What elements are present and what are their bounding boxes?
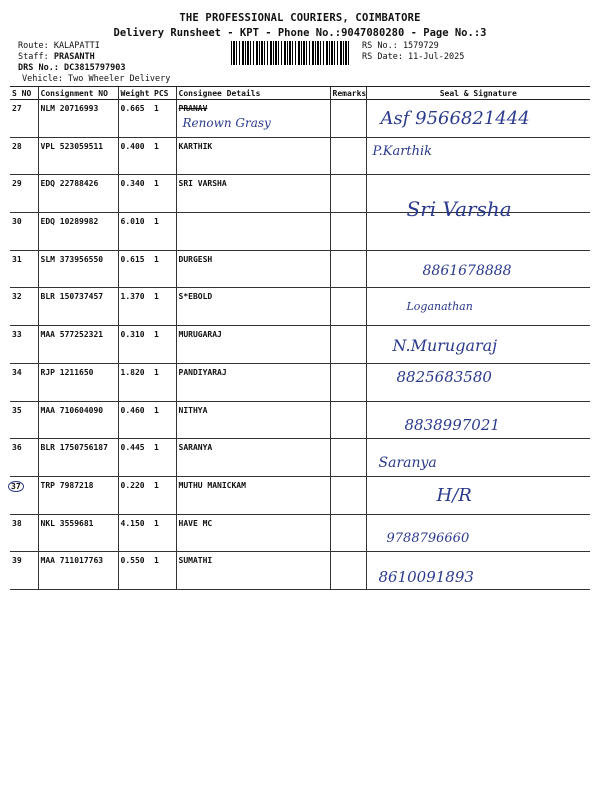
staff-label: Staff: [18, 52, 49, 62]
table-header-row [10, 87, 590, 100]
cell-pcs: 1 [152, 439, 176, 477]
cell-signature [366, 552, 590, 590]
cell-consignment: BLR 150737457 [38, 288, 118, 326]
table-row [10, 250, 590, 288]
rs-date: RS Date: 11-Jul-2025 [362, 52, 465, 62]
cell-weight: 4.150 [118, 514, 152, 552]
cell-pcs: 1 [152, 363, 176, 401]
cell-consignment: EDQ 10289982 [38, 213, 118, 251]
cell-signature [366, 401, 590, 439]
table-row [10, 288, 590, 326]
table-row [10, 137, 590, 175]
cell-consignee: HAVE MC [176, 514, 330, 552]
route-label: Route: KALAPATTI [18, 41, 100, 51]
rs-number: RS No.: 1579729 [362, 41, 439, 51]
col-pcs: PCS [152, 87, 176, 100]
consignee-name: PRANAV [178, 104, 208, 113]
cell-pcs: 1 [152, 326, 176, 364]
cell-consignee [176, 100, 330, 138]
signature: Saranya [378, 455, 437, 472]
signature: 8861678888 [422, 262, 512, 279]
cell-pcs: 1 [152, 137, 176, 175]
cell-sno: 27 [10, 100, 38, 138]
cell-sno: 30 [10, 213, 38, 251]
cell-sno: 32 [10, 288, 38, 326]
cell-pcs: 1 [152, 288, 176, 326]
col-remarks: Remarks [330, 87, 366, 100]
cell-weight: 0.550 [118, 552, 152, 590]
cell-consignee: S*EBOLD [176, 288, 330, 326]
col-sno: S NO [10, 87, 38, 100]
table-row [10, 175, 590, 213]
table-row [10, 100, 590, 138]
cell-signature [366, 363, 590, 401]
cell-weight: 0.340 [118, 175, 152, 213]
cell-sno: 29 [10, 175, 38, 213]
table-row [10, 363, 590, 401]
cell-weight: 0.460 [118, 401, 152, 439]
cell-remarks [330, 552, 366, 590]
table-row [10, 514, 590, 552]
cell-remarks [330, 326, 366, 364]
cell-consignment: VPL 523059511 [38, 137, 118, 175]
col-consignee: Consignee Details [176, 87, 330, 100]
cell-weight: 1.370 [118, 288, 152, 326]
cell-consignee: KARTHIK [176, 137, 330, 175]
signature: 8825683580 [396, 367, 492, 386]
cell-weight: 0.445 [118, 439, 152, 477]
cell-pcs: 1 [152, 250, 176, 288]
cell-remarks [330, 514, 366, 552]
runsheet-table [10, 86, 590, 590]
cell-remarks [330, 100, 366, 138]
table-row [10, 439, 590, 477]
runsheet-title: Delivery Runsheet - KPT - Phone No.:9047080280 - Page No.:3 [113, 27, 487, 39]
cell-sno: 38 [10, 514, 38, 552]
table-row [10, 552, 590, 590]
cell-remarks [330, 401, 366, 439]
cell-sno: 35 [10, 401, 38, 439]
cell-signature [366, 175, 590, 222]
cell-pcs: 1 [152, 476, 176, 514]
handwritten-note: Renown Grasy [182, 116, 271, 130]
cell-weight: 0.665 [118, 100, 152, 138]
signature: Asf 9566821444 [380, 108, 530, 129]
cell-consignee: DURGESH [176, 250, 330, 288]
cell-pcs: 1 [152, 213, 176, 251]
cell-consignee: SRI VARSHA [176, 175, 330, 213]
cell-consignment: EDQ 22788426 [38, 175, 118, 213]
signature: Loganathan [406, 300, 473, 314]
cell-weight: 1.820 [118, 363, 152, 401]
cell-signature [366, 137, 590, 175]
cell-remarks [330, 439, 366, 477]
cell-remarks [330, 175, 366, 213]
col-signature: Seal & Signature [366, 87, 590, 100]
cell-pcs: 1 [152, 100, 176, 138]
table-row [10, 476, 590, 514]
cell-weight: 0.220 [118, 476, 152, 514]
cell-consignee [176, 213, 330, 251]
cell-consignment: BLR 1750756187 [38, 439, 118, 477]
cell-consignment: MAA 711017763 [38, 552, 118, 590]
drs-number: DRS No.: DC3815797903 [18, 63, 126, 73]
staff-name: PRASANTH [53, 52, 95, 62]
cell-consignment: NKL 3559681 [38, 514, 118, 552]
cell-weight: 0.310 [118, 326, 152, 364]
cell-signature [366, 439, 590, 477]
cell-consignee: SARANYA [176, 439, 330, 477]
cell-consignee: SUMATHI [176, 552, 330, 590]
vehicle-label: Vehicle: Two Wheeler Delivery [22, 74, 171, 84]
cell-sno: 36 [10, 439, 38, 477]
table-row [10, 401, 590, 439]
cell-weight: 0.400 [118, 137, 152, 175]
cell-pcs: 1 [152, 175, 176, 213]
signature: 9788796660 [386, 530, 470, 546]
cell-remarks [330, 476, 366, 514]
cell-consignee: PANDIYARAJ [176, 363, 330, 401]
cell-remarks [330, 213, 366, 251]
cell-sno: 33 [10, 326, 38, 364]
cell-weight: 6.010 [118, 213, 152, 251]
signature: Sri Varsha [406, 197, 512, 222]
cell-weight: 0.615 [118, 250, 152, 288]
cell-consignment: MAA 710604090 [38, 401, 118, 439]
barcode-image [231, 41, 351, 65]
cell-sno: 28 [10, 137, 38, 175]
cell-signature [366, 514, 590, 552]
cell-consignment: RJP 1211650 [38, 363, 118, 401]
cell-remarks [330, 250, 366, 288]
cell-signature [366, 288, 590, 326]
cell-sno: 34 [10, 363, 38, 401]
col-consignment: Consignment NO [38, 87, 118, 100]
cell-remarks [330, 137, 366, 175]
cell-signature [366, 250, 590, 288]
cell-signature [366, 476, 590, 514]
cell-remarks [330, 288, 366, 326]
cell-signature [366, 326, 590, 364]
cell-signature [366, 100, 590, 138]
col-weight: Weight [118, 87, 152, 100]
company-title: THE PROFESSIONAL COURIERS, COIMBATORE [179, 12, 421, 24]
cell-consignment: SLM 373956550 [38, 250, 118, 288]
signature: P.Karthik [372, 143, 433, 159]
signature: 8610091893 [378, 568, 474, 587]
cell-sno: 31 [10, 250, 38, 288]
signature: N.Murugaraj [392, 336, 498, 356]
signature: 8838997021 [404, 415, 500, 434]
cell-sno: 39 [10, 552, 38, 590]
cell-consignee: NITHYA [176, 401, 330, 439]
cell-pcs: 1 [152, 401, 176, 439]
cell-remarks [330, 363, 366, 401]
sno-circled: 37 [8, 481, 24, 492]
cell-consignment: MAA 577252321 [38, 326, 118, 364]
cell-consignment: TRP 7987218 [38, 476, 118, 514]
cell-pcs: 1 [152, 514, 176, 552]
cell-consignment: NLM 20716993 [38, 100, 118, 138]
staff-line [18, 52, 95, 63]
cell-consignee: MUTHU MANICKAM [176, 476, 330, 514]
cell-pcs: 1 [152, 552, 176, 590]
table-row [10, 326, 590, 364]
cell-consignee: MURUGARAJ [176, 326, 330, 364]
signature: H/R [436, 484, 472, 506]
cell-sno [10, 476, 38, 514]
